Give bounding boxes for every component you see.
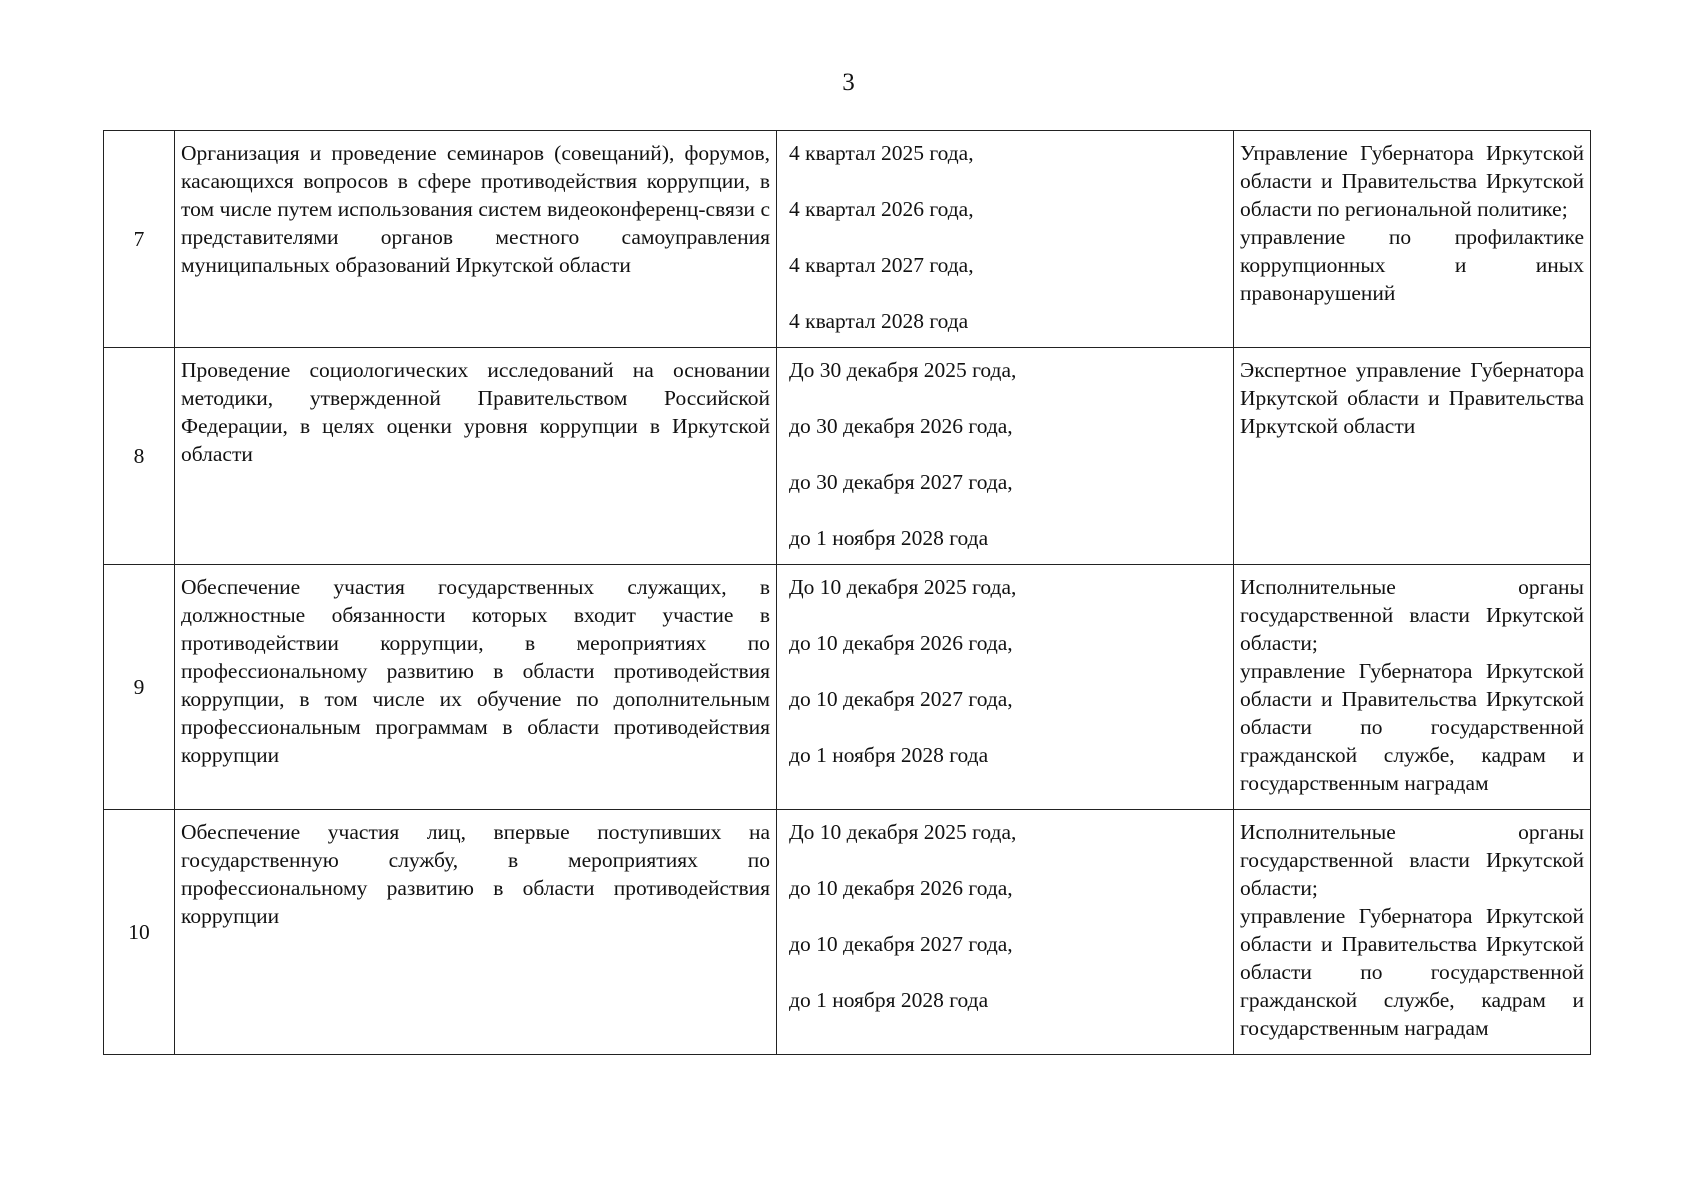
deadline: до 10 декабря 2027 года, — [789, 932, 1013, 956]
responsible-executor: управление Губернатора Иркутской области и Правительства Иркутской области по государственной гражданской службе, кадрам и государственным наградам — [1240, 904, 1584, 1040]
responsible-executor: Экспертное управление Губернатора Иркутской области и Правительства Иркутской области — [1240, 358, 1584, 438]
deadline: До 30 декабря 2025 года, — [789, 358, 1017, 382]
responsible-executors — [1234, 565, 1591, 810]
deadline: до 1 ноября 2028 года — [789, 743, 989, 767]
measure-description: Обеспечение участия государственных служащих, в должностные обязанности которых входит участие в противодействии коррупции, в мероприятиях по профессиональному развитию в области противодействия коррупции, в том числе их обучение по дополнительным профессиональным программам в области противодействия коррупции — [175, 565, 777, 810]
deadline: до 1 ноября 2028 года — [789, 988, 989, 1012]
deadline: До 10 декабря 2025 года, — [789, 575, 1017, 599]
measures-table — [103, 130, 1591, 1055]
responsible-executor: Исполнительные органы государственной власти Иркутской области; — [1240, 820, 1584, 900]
deadline: 4 квартал 2026 года, — [789, 197, 974, 221]
measure-description: Проведение социологических исследований на основании методики, утвержденной Правительством Российской Федерации, в целях оценки уровня коррупции в Иркутской области — [175, 348, 777, 565]
responsible-executor: управление по профилактике коррупционных и иных правонарушений — [1240, 225, 1584, 305]
table-row — [104, 565, 1591, 810]
deadline: До 10 декабря 2025 года, — [789, 820, 1017, 844]
page-number: 3 — [842, 69, 855, 96]
deadline: до 10 декабря 2026 года, — [789, 631, 1013, 655]
measure-description: Организация и проведение семинаров (совещаний), форумов, касающихся вопросов в сфере противодействия коррупции, в том числе путем использования систем видеоконференц-связи с представителями органов местного самоуправления муниципальных образований Иркутской области — [175, 131, 777, 348]
deadline: до 30 декабря 2027 года, — [789, 470, 1013, 494]
row-number: 7 — [104, 131, 175, 348]
row-number: 9 — [104, 565, 175, 810]
responsible-executors — [1234, 348, 1591, 565]
table-row — [104, 131, 1591, 348]
measure-deadlines — [777, 565, 1234, 810]
responsible-executors — [1234, 810, 1591, 1055]
row-number: 8 — [104, 348, 175, 565]
deadline: до 30 декабря 2026 года, — [789, 414, 1013, 438]
responsible-executor: управление Губернатора Иркутской области и Правительства Иркутской области по государственной гражданской службе, кадрам и государственным наградам — [1240, 659, 1584, 795]
responsible-executor: Исполнительные органы государственной власти Иркутской области; — [1240, 575, 1584, 655]
measure-deadlines — [777, 131, 1234, 348]
deadline: до 1 ноября 2028 года — [789, 526, 989, 550]
row-number: 10 — [104, 810, 175, 1055]
responsible-executors — [1234, 131, 1591, 348]
measure-deadlines — [777, 810, 1234, 1055]
table-row — [104, 348, 1591, 565]
responsible-executor: Управление Губернатора Иркутской области и Правительства Иркутской области по региональной политике; — [1240, 141, 1584, 221]
deadline: 4 квартал 2028 года — [789, 309, 969, 333]
deadline: 4 квартал 2027 года, — [789, 253, 974, 277]
deadline: до 10 декабря 2027 года, — [789, 687, 1013, 711]
deadline: до 10 декабря 2026 года, — [789, 876, 1013, 900]
measure-deadlines — [777, 348, 1234, 565]
deadline: 4 квартал 2025 года, — [789, 141, 974, 165]
table-row — [104, 810, 1591, 1055]
measure-description: Обеспечение участия лиц, впервые поступивших на государственную службу, в мероприятиях по профессиональному развитию в области противодействия коррупции — [175, 810, 777, 1055]
